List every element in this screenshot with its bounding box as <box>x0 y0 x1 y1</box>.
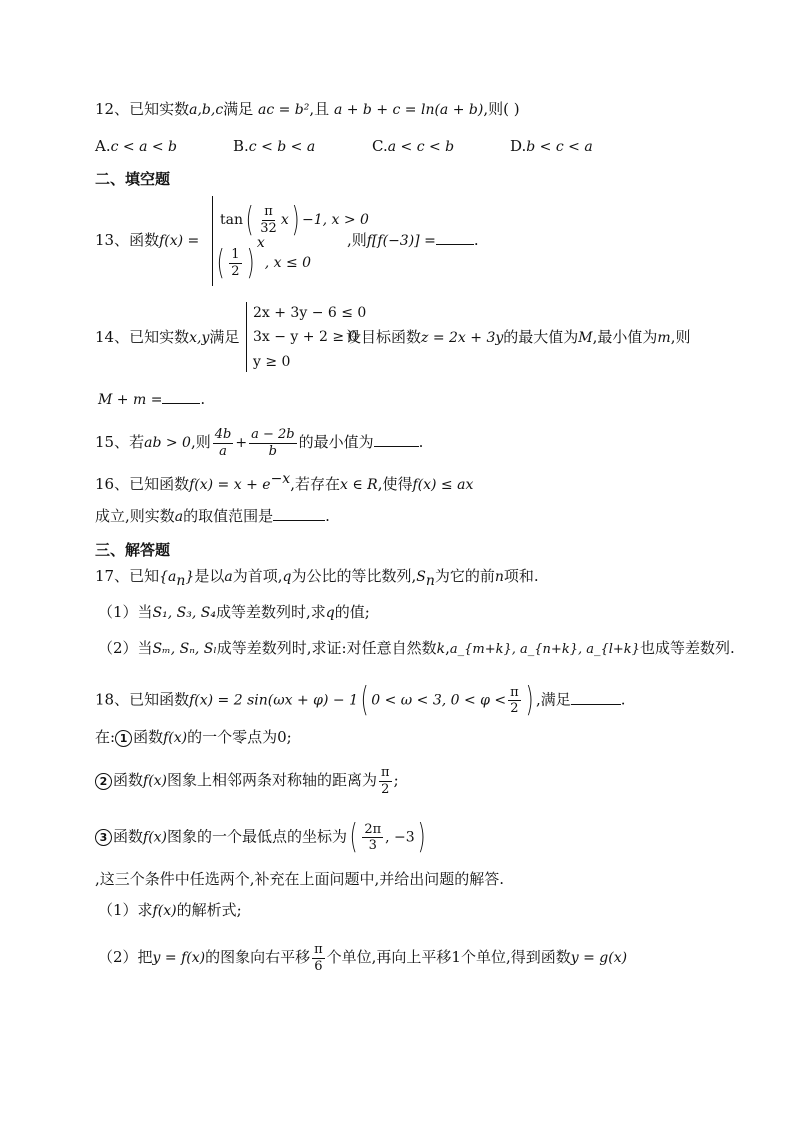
q12-text: 已知实数 <box>129 100 190 118</box>
question-18: 18、已知函数f(x) = 2 sin(ωx + φ) − 1( 0 < ω < 3, 0 < φ < $\frac{\pi}{2}$ ) ,满足 . <box>95 680 626 720</box>
subscript: n <box>425 573 435 589</box>
q16-fx: f(x) = x + e <box>189 477 271 493</box>
q13-brace <box>212 196 213 286</box>
q17-p1-end: 的值; <box>334 603 370 621</box>
q18-number: 18、 <box>95 690 130 709</box>
q13-text: 函数 <box>129 231 160 249</box>
c3-text: 函数 <box>113 827 144 846</box>
p1-end: 的解析式; <box>176 901 242 919</box>
q15-cond: ab > 0 <box>144 435 191 452</box>
q17-a: a <box>224 569 233 585</box>
q13-case1-tail: −1, x > 0 <box>301 212 369 228</box>
answer-blank[interactable] <box>273 519 325 521</box>
p2-text: 的图象向右平移 <box>205 948 311 967</box>
circled-number-icon: 2 <box>95 773 112 790</box>
q17-text5: 为它的前 <box>434 567 495 585</box>
q14-brace <box>246 302 247 372</box>
option-label: D. <box>510 137 527 155</box>
q18-in-label: 在: <box>95 728 116 746</box>
option-label: C. <box>372 137 388 155</box>
frac-num: 2π <box>364 821 382 837</box>
q17-p2-terms: Sₘ, Sₙ, Sₗ <box>152 641 217 657</box>
c3-tail: , −3 <box>385 829 415 846</box>
c2-end: ; <box>393 771 399 790</box>
p1-fx: f(x) <box>152 903 177 919</box>
section-heading-solutions: 三、解答题 <box>95 541 171 559</box>
q12-vars: a,b,c <box>189 102 224 118</box>
q14-ask: M + m = . <box>98 390 206 408</box>
part-label: （2）当 <box>98 639 153 657</box>
q13-case2-tail: , x ≤ 0 <box>264 255 312 271</box>
c2-text: 函数 <box>113 771 144 790</box>
option-expr: b < c < a <box>526 139 593 155</box>
q15-frac-2 <box>249 428 297 458</box>
exponent: −x <box>270 471 291 487</box>
c1-text2: 的一个零点为0; <box>187 728 292 746</box>
q12-option-d <box>510 137 593 155</box>
q17-p2-text: 成等差数列时,求证:对任意自然数 <box>216 639 437 657</box>
p2-text2: 个单位,再向上平移1个单位,得到函数 <box>326 948 571 967</box>
frac-den: 2 <box>231 263 240 279</box>
q14-obj: z = 2x + 3y <box>421 330 504 346</box>
part-label: （1）当 <box>98 603 153 621</box>
q17-p2-k: k <box>436 641 446 657</box>
question-17 <box>95 568 539 589</box>
q12-option-b <box>233 137 315 155</box>
q17-number: 17、 <box>95 567 130 585</box>
question-12 <box>95 101 520 118</box>
p2-eq: y = f(x) <box>152 950 206 967</box>
frac-den: 6 <box>314 958 323 974</box>
q14-m: m <box>657 330 671 346</box>
q18-frac-2pi-3 <box>362 823 383 853</box>
frac-num: a − 2b <box>251 427 295 442</box>
option-expr: c < a < b <box>110 139 178 155</box>
frac-den: 32 <box>260 220 277 236</box>
answer-blank[interactable] <box>436 243 474 245</box>
q17-part-2: （2）当Sₘ, Sₙ, Sₗ成等差数列时,求证:对任意自然数k,a_{m+k}, a_{n+k}, a_{l+k}也成等差数列. <box>98 639 735 657</box>
answer-blank[interactable] <box>162 402 200 404</box>
q17-text2: 是以 <box>194 567 225 585</box>
q17-seq: {a <box>159 569 177 585</box>
q18-condition-2 <box>95 766 399 796</box>
question-15: 15、若ab > 0,则 $\frac{4b}{a}$ + $\frac{a - 2b}{b}$ 的最小值为 . <box>95 427 424 459</box>
q18-frac-pi-2 <box>508 686 521 716</box>
q17-n: n <box>494 569 504 585</box>
q16-number: 16、 <box>95 475 130 493</box>
q13-fx: f(x) = <box>159 233 200 249</box>
frac-den: 3 <box>368 838 377 854</box>
q15-text: 若 <box>129 433 145 452</box>
option-expr: c < b < a <box>248 139 316 155</box>
tan-fn: tan <box>220 212 243 228</box>
frac-den: b <box>268 443 277 459</box>
q18-part-2 <box>98 943 627 973</box>
frac-num: π <box>314 942 323 957</box>
q16-ineq: f(x) ≤ ax <box>412 477 474 493</box>
q16-cond: x ∈ R <box>339 477 378 493</box>
c1-fx: f(x) <box>163 730 188 746</box>
question-14 <box>95 329 239 346</box>
section-heading-fill-in: 二、填空题 <box>95 170 171 188</box>
question-13 <box>95 232 199 249</box>
q14-text6: ,则 <box>670 328 691 346</box>
q14-number: 14、 <box>95 328 130 346</box>
q18-frac-pi-2b <box>379 766 392 796</box>
q12-option-c <box>372 137 454 155</box>
q18-part-1 <box>98 902 242 919</box>
q18-cond: 0 < ω < 3, 0 < φ < <box>371 692 507 709</box>
q17-part-1 <box>98 604 370 621</box>
question-16 <box>95 472 473 493</box>
q17-p1-q: q <box>325 605 335 621</box>
q14-M: M <box>578 330 593 346</box>
answer-blank[interactable] <box>374 445 419 447</box>
c3-text2: 图象的一个最低点的坐标为 <box>167 827 348 846</box>
option-label: B. <box>233 137 249 155</box>
q17-p2-end: 也成等差数列. <box>639 639 735 657</box>
q15-number: 15、 <box>95 433 130 452</box>
q13-number: 13、 <box>95 231 130 249</box>
frac-den: 2 <box>510 701 519 717</box>
q17-seq-end: } <box>185 569 195 585</box>
frac-num: π <box>381 765 390 780</box>
frac-num: 1 <box>231 246 240 262</box>
q16-text3: ,使得 <box>377 475 413 493</box>
q13-frac-pi-32 <box>258 205 279 235</box>
q14-text4: 的最大值为 <box>503 328 579 346</box>
p2-eq2: y = g(x) <box>570 950 628 967</box>
q14-vars: x,y <box>189 330 210 346</box>
circled-number-icon: 3 <box>95 829 112 846</box>
frac-den: 2 <box>381 781 390 797</box>
q13-frac-half <box>229 248 241 278</box>
q12-text2: 满足 <box>223 100 254 118</box>
subscript: n <box>176 573 186 589</box>
q12-text4: ,则( ) <box>483 100 520 118</box>
q14-text2: 满足 <box>209 328 240 346</box>
circled-number-icon: 1 <box>115 730 132 747</box>
option-expr: a < c < b <box>387 139 455 155</box>
c1-text: 函数 <box>133 728 164 746</box>
q18-condition-3: 3 函数f(x)图象的一个最低点的坐标为( $\frac{2\pi}{3}$ , −3) <box>95 819 428 856</box>
q18-choose-text: ,这三个条件中任选两个,补充在上面问题中,并给出问题的解答. <box>95 870 505 888</box>
q14-text3: 设目标函数 <box>346 328 422 346</box>
q15-text2: ,则 <box>190 433 211 452</box>
q16-line2: 成立,则实数a的取值范围是 . <box>95 507 330 525</box>
frac-num: 4b <box>214 427 232 442</box>
q13-case-1: tan( $\frac{\pi}{32}$ x) −1, x > 0 <box>220 200 369 240</box>
q15-text3: 的最小值为 <box>298 433 374 452</box>
q14-objective <box>346 329 690 346</box>
q18-frac-pi-6 <box>312 943 325 973</box>
q18-text2: ,满足 <box>535 690 571 709</box>
q17-S: S <box>416 569 426 585</box>
q16-text4: 成立,则实数 <box>95 507 175 525</box>
c2-text2: 图象上相邻两条对称轴的距离为 <box>167 771 378 790</box>
q17-text3: 为首项, <box>232 567 283 585</box>
q12-cond1: ac = b² <box>257 102 310 118</box>
q18-fx: f(x) = 2 sin(ωx + φ) − 1 <box>189 692 358 709</box>
exponent: x <box>256 235 265 252</box>
q12-option-a <box>95 137 177 155</box>
q13-ask: ,则f[f(−3)] = . <box>347 231 479 249</box>
q18-condition-1 <box>95 729 292 747</box>
var-x: x <box>280 212 289 228</box>
frac-den: a <box>219 443 227 459</box>
frac-num: π <box>264 203 273 219</box>
q14-constraint-3: y ≥ 0 <box>253 354 291 370</box>
q17-p2-terms2: a_{m+k}, a_{n+k}, a_{l+k} <box>449 642 640 657</box>
q17-text6: 项和. <box>503 567 539 585</box>
part-label: （2）把 <box>98 948 153 967</box>
q13-ask-expr: f[f(−3)] = <box>366 233 436 249</box>
q14-constraint-2: 3x − y + 2 ≥ 0 <box>253 329 358 345</box>
q14-ask-expr: M + m = <box>98 392 163 408</box>
plus-sign: + <box>235 435 248 452</box>
part-label: （1）求 <box>98 901 153 919</box>
q18-text: 已知函数 <box>129 690 190 709</box>
q16-text2: ,若存在 <box>290 475 340 493</box>
q16-text: 已知函数 <box>129 475 190 493</box>
frac-num: π <box>510 684 519 700</box>
q12-number: 12、 <box>95 100 130 118</box>
q14-constraint-1: 2x + 3y − 6 ≤ 0 <box>253 305 367 321</box>
c3-fx: f(x) <box>143 829 168 846</box>
q17-p1-terms: S₁, S₃, S₄ <box>152 605 216 621</box>
c2-fx: f(x) <box>143 773 168 790</box>
q17-text: 已知 <box>129 567 160 585</box>
q17-text4: 为公比的等比数列, <box>291 567 417 585</box>
q17-p1-text: 成等差数列时,求 <box>215 603 326 621</box>
q12-cond2: a + b + c = ln(a + b) <box>333 102 484 118</box>
q13-text2: ,则 <box>347 231 367 249</box>
q14-text5: ,最小值为 <box>592 328 658 346</box>
q14-text: 已知实数 <box>129 328 190 346</box>
q15-frac-1 <box>213 428 234 458</box>
q17-q: q <box>282 569 292 585</box>
q16-text5: 的取值范围是 <box>183 507 274 525</box>
option-label: A. <box>95 137 111 155</box>
q12-text3: ,且 <box>309 100 330 118</box>
q16-a: a <box>174 509 184 525</box>
answer-blank[interactable] <box>571 703 621 705</box>
q13-case-2: ( $\frac{1}{2}$ ) $^x$, x ≤ 0 <box>216 235 312 283</box>
